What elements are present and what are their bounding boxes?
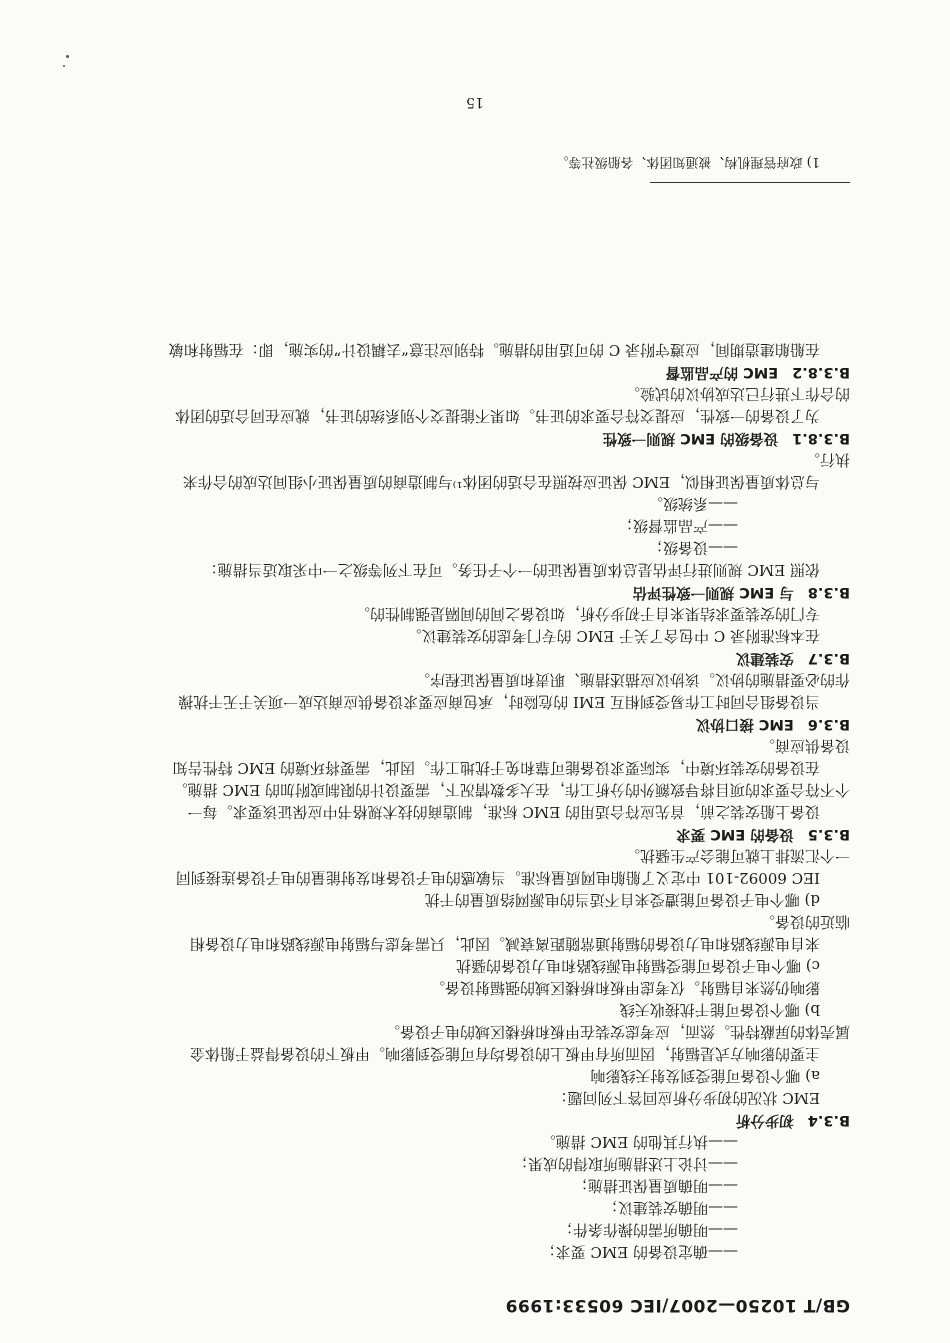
- paragraph-line: 当设备组合同时工作易受到相互 EMI 的危险时，承包商应要求设备供应商达成一项关于无干扰操: [178, 693, 820, 711]
- paragraph-line: 一个汇流排上就可能会产生骚扰。: [624, 847, 850, 865]
- question-d: [120, 889, 850, 911]
- paragraph-line: 与总体质量保证相似，EMC 保证应按照在合适的团体¹⁾与制造商的质量保证小组间达成的合作来: [182, 473, 820, 491]
- paragraph-line: 为了设备的一致性，应提交符合要求的证书。如果不能提交个别系统的证书，就应在同合适的团体: [174, 407, 820, 425]
- item-label: b): [804, 1001, 820, 1019]
- footnote-rule: [650, 182, 850, 183]
- paragraph: EMC 状况的初步分析应回答下列问题：: [552, 1089, 820, 1107]
- list-item: ——明确所需的操作条件；: [557, 1221, 738, 1239]
- question-b: [120, 999, 850, 1021]
- paragraph-line: 设备上船安装之前，首先应符合适用的 EMC 标准，制造商的技术规格书中应保证该要求。每一: [187, 803, 820, 821]
- section-title: 设备级的 EMC 规则一致性: [602, 430, 779, 446]
- list-item: ——明确质量保证措施；: [572, 1177, 738, 1195]
- paragraph-line: 来自电源线路和电力设备的辐射通常随距离衰减。因此，只需考虑与辐射电源线路和电力设备相: [189, 935, 820, 953]
- paragraph-line: 依照 EMC 规则进行评估是总体质量保证的一个子任务。可在下列等级之一中采取适当措施：: [202, 561, 820, 579]
- item-label: c): [805, 957, 820, 975]
- section-number: B.3.8: [807, 584, 850, 600]
- section-title: 与 EMC 规则一致性评估: [632, 584, 794, 600]
- list-item: ——执行其他的 EMC 措施。: [540, 1133, 738, 1151]
- section-heading-b382: [120, 361, 850, 383]
- paragraph-line: 主要的影响方式是辐射，因而所有甲板上的设备均有可能受到影响。甲板下的设备得益于船体金: [189, 1045, 820, 1063]
- item-question: 哪个设备可能干扰接收天线: [619, 1001, 800, 1019]
- paragraph-line: 临近的设备。: [759, 913, 850, 931]
- document-body: [120, 339, 850, 1263]
- paragraph-line: 属壳体的屏蔽特性。然而，应考虑安装在甲板和桥楼区域的电子设备。: [384, 1023, 850, 1041]
- paragraph-line: IEC 60092-101 中定义了船舶电网质量标准。当敏感的电子设备和发射能量的电子设备连接到同: [175, 869, 820, 887]
- section-heading-b38: [120, 581, 850, 603]
- standard-header: GB/T 10250—2007/IEC 60533:1999: [505, 1295, 850, 1315]
- section-heading-b37: [120, 647, 850, 669]
- scan-speck: [63, 65, 65, 67]
- item-question: 哪个电子设备可能遭受来自不适当的电源网络质量的干扰: [424, 891, 800, 909]
- paragraph-line: 的合作下进行已达成协议的试验。: [624, 385, 850, 403]
- section-title: EMC 的产品监督: [665, 364, 779, 380]
- section-number: B.3.8.1: [792, 430, 850, 446]
- section-title: 安装建议: [735, 650, 794, 666]
- intro-list: [120, 1131, 850, 1263]
- item-question: 哪个设备可能受到发射天线影响: [590, 1067, 801, 1085]
- item-label: d): [804, 891, 820, 909]
- list-item: ——系统级。: [647, 495, 738, 513]
- footnote: 1) 政府管理机构、被通知团体、各船级社等。: [555, 154, 820, 169]
- scan-speck: [66, 55, 69, 58]
- section-number: B.3.6: [807, 716, 850, 732]
- section-heading-b381: [120, 427, 850, 449]
- section-title: 设备的 EMC 要求: [676, 826, 794, 842]
- item-label: a): [805, 1067, 820, 1085]
- list-item: ——设备级；: [647, 539, 738, 557]
- paragraph-line: 在本标准附录 C 中包含了关于 EMC 的专门考虑的安装建议。: [406, 627, 820, 645]
- list-item: ——明确安装建议；: [602, 1199, 738, 1217]
- list-item: ——讨论上述措施所取得的成果；: [512, 1155, 738, 1173]
- question-c: [120, 955, 850, 977]
- paragraph-line: 影响仍然来自辐射。仅考虑甲板和桥楼区域的强辐射设备。: [429, 979, 820, 997]
- paragraph-line: 专门的安装要求结果来自于初步分析，如设备之间的间隔是强制性的。: [354, 605, 820, 623]
- item-question: 哪个电子设备可能受辐射电源线路和电力设备的骚扰: [455, 957, 801, 975]
- paragraph-line: 在船舶建造期间，应遵守附录 C 的可适用的措施。特别应注意“去耦设计”的实施，即：在辐射和敏: [168, 341, 820, 359]
- paragraph-line: 执行。: [804, 451, 850, 469]
- section-number: B.3.5: [807, 826, 850, 842]
- paragraph-line: 在设备的安装环境中，实际要求设备能可靠和免于扰地工作。因此，需要将环境的 EMC 特性告知: [172, 759, 820, 777]
- section-number: B.3.8.2: [792, 364, 850, 380]
- question-a: [120, 1065, 850, 1087]
- section-heading-b35: [120, 823, 850, 845]
- section-number: B.3.7: [807, 650, 850, 666]
- section-title: EMC 接口协议: [695, 716, 794, 732]
- list-item: ——确定设备的 EMC 要求；: [540, 1243, 738, 1261]
- paragraph-line: 个不符合要求的项目将导致额外的分析工作，在大多数情况下，需要设计的限制或附加的 EMC 措施。: [172, 781, 850, 799]
- paragraph-line: 作的必要措施的协议。该协议应描述措施、职责和质量保证程序。: [414, 671, 850, 689]
- page-number: 15: [466, 94, 484, 110]
- section-heading-b34: [120, 1109, 850, 1131]
- section-number: B.3.4: [807, 1112, 850, 1128]
- list-item: ——产品监督级；: [617, 517, 738, 535]
- paragraph-line: 设备供应商。: [759, 737, 850, 755]
- section-heading-b36: [120, 713, 850, 735]
- section-title: 初步分析: [735, 1112, 794, 1128]
